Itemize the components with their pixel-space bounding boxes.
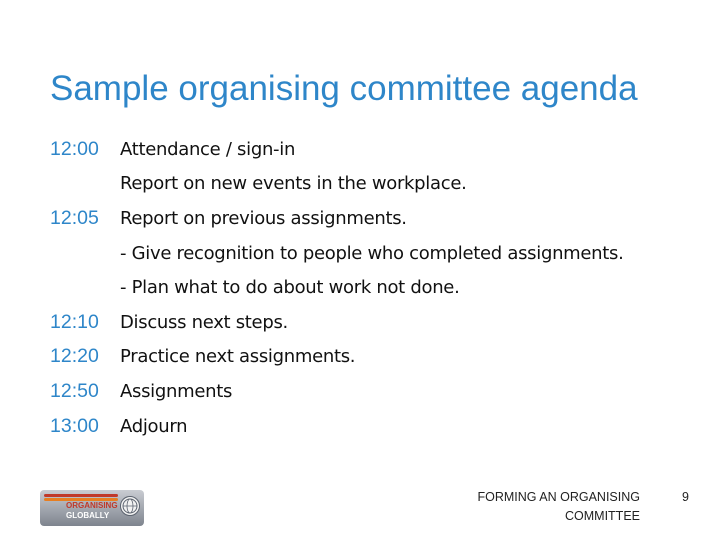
- agenda-row: [50, 409, 700, 444]
- globe-icon: [120, 496, 140, 516]
- logo-stripe: [44, 494, 118, 497]
- agenda-time: 12:20: [50, 345, 99, 368]
- agenda-time: 12:50: [50, 379, 99, 402]
- agenda-row: [50, 270, 700, 305]
- logo-text: ORGANISING: [66, 501, 118, 510]
- footer-line: FORMING AN ORGANISING: [477, 490, 640, 504]
- agenda-item: - Give recognition to people who completed assignments.: [120, 242, 624, 264]
- agenda-item: Adjourn: [120, 415, 188, 437]
- agenda-list: [50, 132, 700, 443]
- agenda-row: [50, 132, 700, 167]
- agenda-time: 12:10: [50, 310, 99, 333]
- agenda-item: Practice next assignments.: [120, 346, 356, 368]
- agenda-row: [50, 340, 700, 375]
- agenda-row: [50, 305, 700, 340]
- logo-text: GLOBALLY: [66, 511, 110, 520]
- agenda-time: 12:00: [50, 137, 99, 160]
- footer-caption: [440, 488, 640, 526]
- agenda-item: Discuss next steps.: [120, 311, 288, 333]
- agenda-item: Report on previous assignments.: [120, 207, 407, 229]
- agenda-time: 12:05: [50, 206, 99, 229]
- agenda-row: [50, 236, 700, 271]
- agenda-row: [50, 167, 700, 202]
- agenda-row: [50, 201, 700, 236]
- page-number: 9: [682, 490, 689, 504]
- agenda-time: 13:00: [50, 414, 99, 437]
- organising-globally-logo: [40, 490, 144, 526]
- agenda-item: Assignments: [120, 380, 233, 402]
- agenda-item: - Plan what to do about work not done.: [120, 277, 460, 299]
- agenda-item: Attendance / sign-in: [120, 138, 296, 160]
- agenda-row: [50, 374, 700, 409]
- agenda-item: Report on new events in the workplace.: [120, 173, 467, 195]
- footer-line: COMMITTEE: [565, 509, 640, 523]
- slide-title: Sample organising committee agenda: [50, 69, 638, 108]
